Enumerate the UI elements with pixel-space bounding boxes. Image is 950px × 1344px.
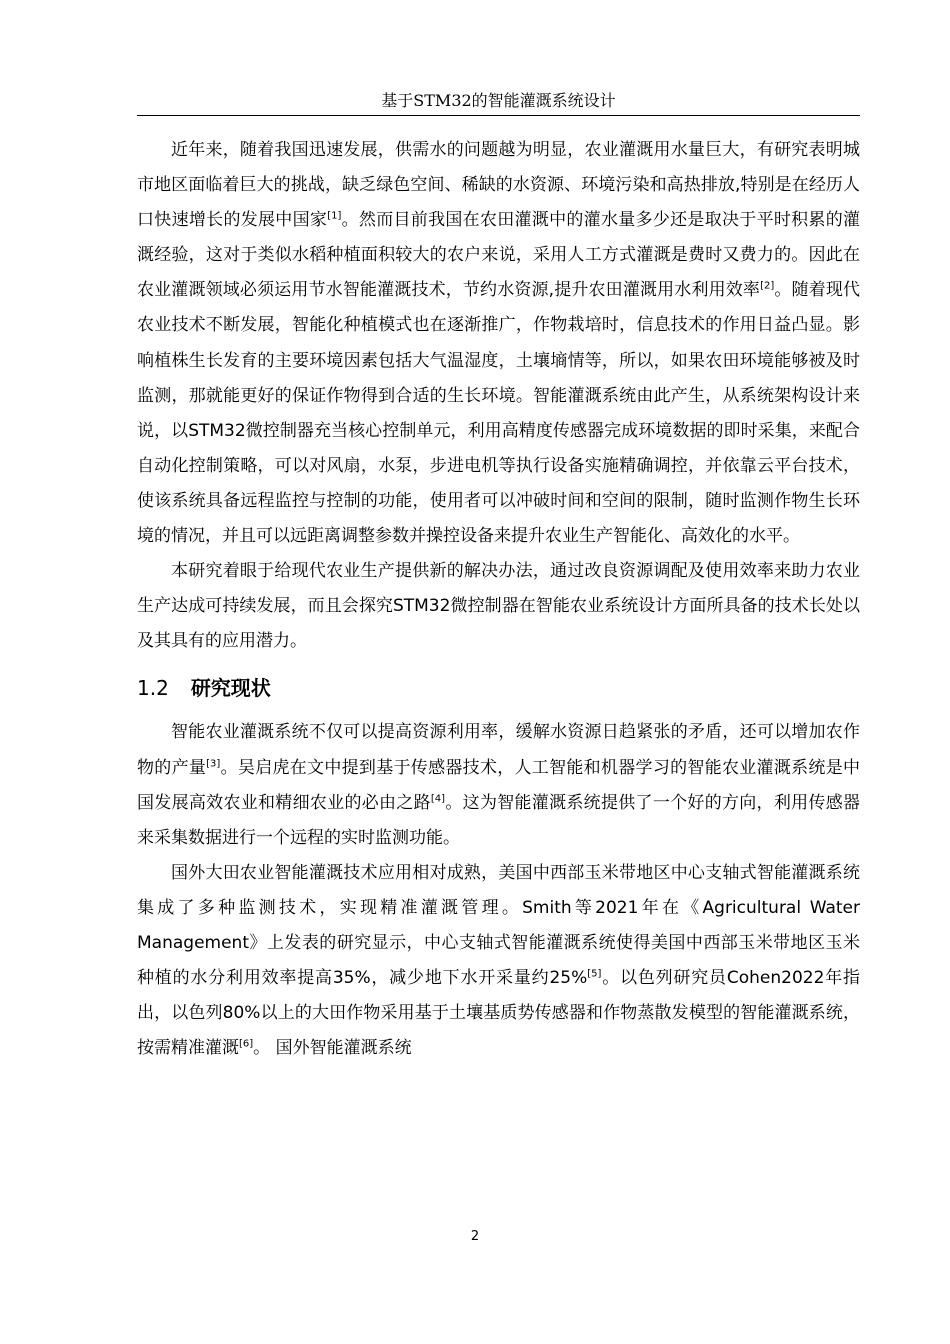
page-number: 2 bbox=[470, 1229, 480, 1244]
paragraph-text: 。然而目前我国在农田灌溉中的灌水量多少还是取决于平时积累的灌溉经验，这对于类似水稻种植面积较大的农户来说，采用人工方式灌溉是费时又费力的。因此在农业灌溉领域必须运用节水智能灌溉技术，节约水资源,提升农田灌溉用水利用效率 bbox=[137, 210, 861, 301]
paragraph-purpose bbox=[137, 554, 860, 659]
header-rule bbox=[137, 115, 860, 116]
section-number: 1.2 bbox=[137, 676, 169, 701]
paragraph-text: 。 国外智能灌溉系统 bbox=[253, 1038, 412, 1059]
paragraph-text: 。这为智能灌溉系统提供了一个好的方向，利用传感器来采集数据进行一个远程的实时监测功能。 bbox=[137, 792, 861, 848]
paragraph-text: 国外大田农业智能灌溉技术应用相对成熟，美国中西部玉米带地区中心支轴式智能灌溉系统集成了多种监测技术，实现精准灌溉管理。Smith等2021年在《Agricultural Water Management》上发表的研究显示，中心支轴式智能灌溉系统使得美国中西部玉米带地区玉米种植的水分利用效率提高35%，减少地下水开采量约25% bbox=[137, 862, 860, 989]
paragraph-text: 。以色列研究员Cohen2022年指出，以色列80%以上的大田作物采用基于土壤基质势传感器和作物蒸散发模型的智能灌溉系统，按需精准灌溉 bbox=[137, 968, 860, 1059]
section-heading bbox=[137, 671, 860, 705]
paragraph-text: 智能农业灌溉系统不仅可以提高资源利用率，缓解水资源日趋紧张的矛盾，还可以增加农作物的产量 bbox=[137, 722, 860, 778]
citation-ref: [5] bbox=[587, 968, 602, 980]
paragraph-domestic-status bbox=[137, 715, 860, 855]
paragraph-background bbox=[137, 133, 860, 554]
paragraph-text: 本研究着眼于给现代农业生产提供新的解决办法，通过改良资源调配及使用效率来助力农业生产达成可持续发展，而且会探究STM32微控制器在智能农业系统设计方面所具备的技术长处以及其具有的应用潜力。 bbox=[137, 561, 860, 652]
citation-ref: [6] bbox=[239, 1038, 254, 1050]
paragraph-foreign-status bbox=[137, 856, 860, 1067]
paragraph-text: 。随着现代农业技术不断发展，智能化种植模式也在逐渐推广，作物栽培时，信息技术的作用日益凸显。影响植株生长发育的主要环境因素包括大气温湿度，土壤墒情等，所以，如果农田环境能够被及时监测，那就能更好的保证作物得到合适的生长环境。智能灌溉系统由此产生，从系统架构设计来说，以STM32微控制器充当核心控制单元，利用高精度传感器完成环境数据的即时采集，来配合自动化控制策略，可以对风扇，水泵，步进电机等执行设备实施精确调控，并依靠云平台技术，使该系统具备远程监控与控制的功能，使用者可以冲破时间和空间的限制，随时监测作物生长环境的情况，并且可以远距离调整参数并操控设备来提升农业生产智能化、高效化的水平。 bbox=[137, 280, 860, 547]
citation-ref: [1] bbox=[327, 210, 342, 222]
citation-ref: [4] bbox=[430, 792, 446, 804]
citation-ref: [2] bbox=[760, 280, 775, 292]
body-text bbox=[137, 133, 860, 1066]
paragraph-text: 。吴启虎在文中提到基于传感器技术，人工智能和机器学习的智能农业灌溉系统是中国发展高效农业和精细农业的必由之路 bbox=[137, 757, 861, 813]
citation-ref: [3] bbox=[206, 757, 221, 769]
page-header-title: 基于STM32的智能灌溉系统设计 bbox=[381, 91, 616, 110]
section-title: 研究现状 bbox=[190, 676, 271, 701]
paragraph-text: 近年来，随着我国迅速发展，供需水的问题越为明显，农业灌溉用水量巨大，有研究表明城市地区面临着巨大的挑战，缺乏绿色空间、稀缺的水资源、环境污染和高热排放,特别是在经历人口快速增长的发展中国家 bbox=[137, 140, 860, 231]
